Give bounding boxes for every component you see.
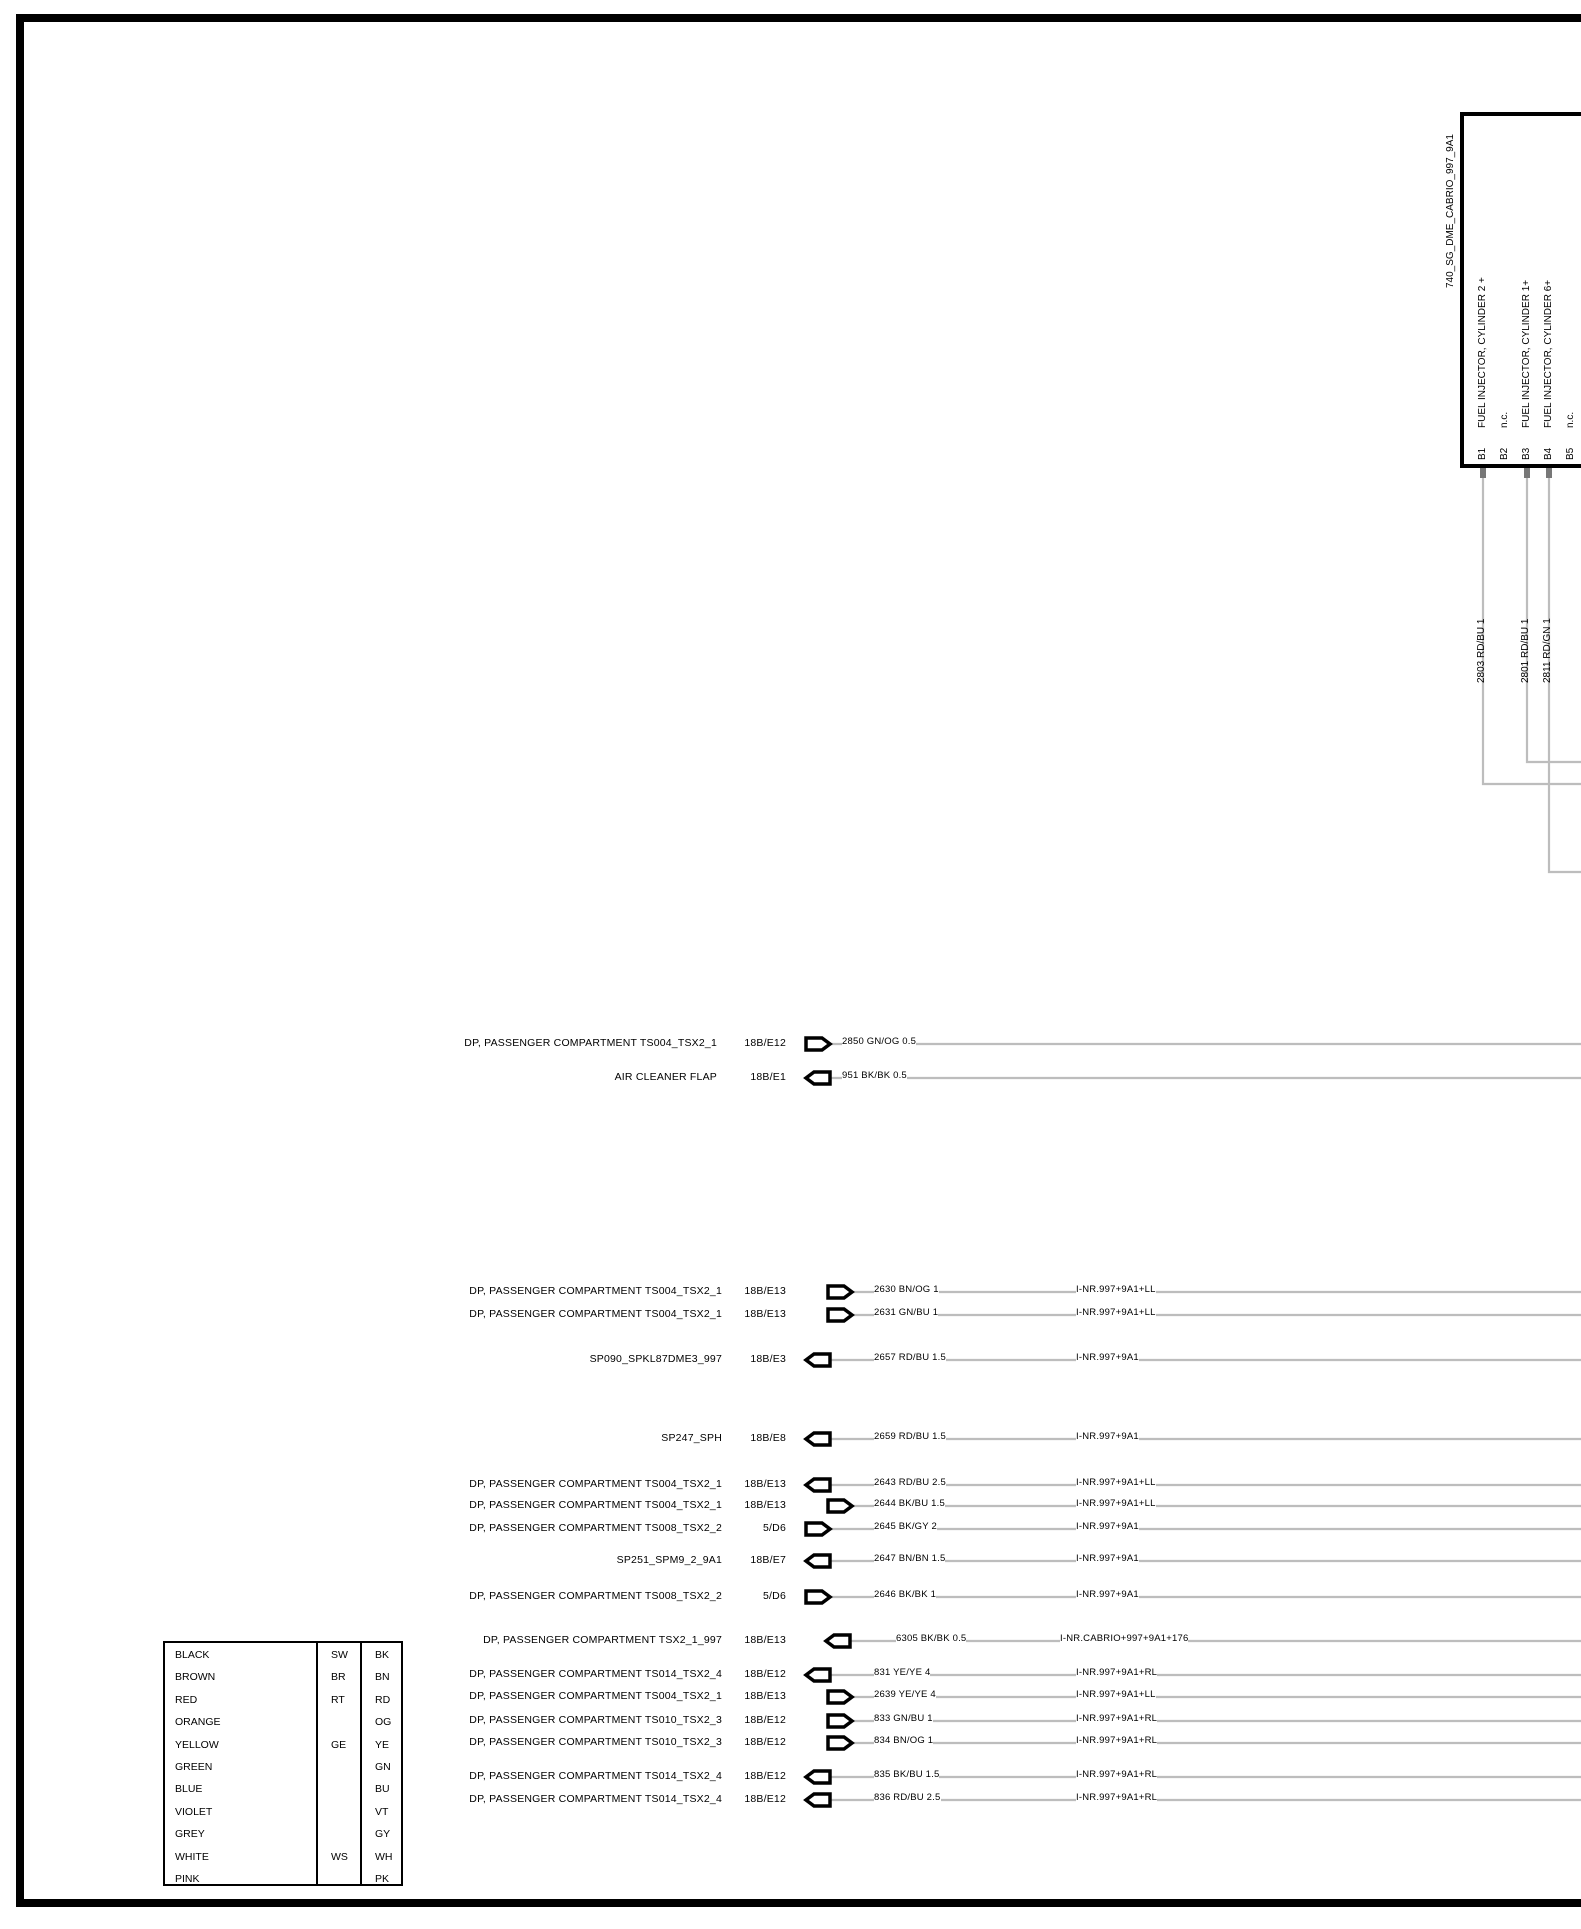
ecu-pin-label: FUEL INJECTOR, CYLINDER 1+ [1521, 279, 1532, 428]
wire-id-label: 2850 GN/OG 0.5 [842, 1036, 917, 1047]
ecu-wire-2811 [1549, 478, 1581, 872]
ecu-pin-label: n.c. [1499, 411, 1510, 428]
option-code-label: I-NR.997+9A1 [1076, 1553, 1139, 1564]
legend-color-name: BROWN [175, 1671, 216, 1684]
destination-label: DP, PASSENGER COMPARTMENT TS014_TSX2_4 [469, 1668, 722, 1680]
legend-english-code: RD [375, 1693, 391, 1706]
connector-arrow-in-icon [806, 1072, 830, 1084]
destination-label: DP, PASSENGER COMPARTMENT TS004_TSX2_1 [464, 1037, 717, 1049]
destination-label: DP, PASSENGER COMPARTMENT TS010_TSX2_3 [469, 1736, 722, 1748]
connector-pin-label: 18B/E1 [750, 1071, 786, 1083]
wire-id-label: 951 BK/BK 0.5 [842, 1070, 907, 1081]
legend-german-code: GE [331, 1738, 347, 1751]
destination-label: DP, PASSENGER COMPARTMENT TS004_TSX2_1 [469, 1285, 722, 1297]
legend-english-code: GY [375, 1828, 391, 1841]
connector-pin-label: 18B/E12 [744, 1714, 786, 1726]
destination-label: DP, PASSENGER COMPARTMENT TS004_TSX2_1 [469, 1690, 722, 1702]
connector-pin-label: 18B/E13 [744, 1690, 786, 1702]
wire-id-label: 2644 BK/BU 1.5 [874, 1498, 945, 1509]
wire-id-label: 2630 BN/OG 1 [874, 1284, 939, 1295]
wire-id-label: 836 RD/BU 2.5 [874, 1792, 941, 1803]
wire-id-label: 2645 BK/GY 2 [874, 1521, 937, 1532]
destination-label: DP, PASSENGER COMPARTMENT TS008_TSX2_2 [469, 1590, 722, 1602]
option-code-label: I-NR.997+9A1 [1076, 1521, 1139, 1532]
wire-id-label: 2647 BN/BN 1.5 [874, 1553, 946, 1564]
ecu-pin-id: B2 [1499, 447, 1510, 460]
legend-english-code: OG [375, 1716, 392, 1729]
option-code-label: I-NR.CABRIO+997+9A1+176 [1060, 1633, 1189, 1644]
ecu-wire-label: 2803 RD/BU 1 [1476, 618, 1487, 683]
option-code-label: I-NR.997+9A1+LL [1076, 1284, 1156, 1295]
ecu-pin-label: n.c. [1565, 411, 1576, 428]
legend-german-code: BR [331, 1671, 346, 1684]
destination-label: SP090_SPKL87DME3_997 [589, 1353, 722, 1365]
legend-color-name: BLACK [175, 1649, 210, 1661]
legend-english-code: BN [375, 1671, 390, 1684]
color-code-legend [163, 1641, 403, 1886]
legend-color-name: GREEN [175, 1761, 213, 1773]
option-code-label: I-NR.997+9A1+RL [1076, 1735, 1158, 1746]
option-code-label: I-NR.997+9A1+RL [1076, 1769, 1158, 1780]
legend-color-name: BLUE [175, 1783, 203, 1796]
legend-color-name: WHITE [175, 1850, 209, 1863]
wire-id-label: 2643 RD/BU 2.5 [874, 1477, 946, 1488]
option-code-label: I-NR.997+9A1 [1076, 1589, 1139, 1600]
ecu-wire-label: 2801 RD/BU 1 [1520, 618, 1531, 683]
destination-label: DP, PASSENGER COMPARTMENT TS010_TSX2_3 [469, 1714, 722, 1726]
connector-pin-label: 18B/E8 [750, 1432, 786, 1444]
destination-label: AIR CLEANER FLAP [614, 1071, 717, 1083]
ecu-wire-label: 2811 RD/GN 1 [1542, 618, 1553, 683]
legend-german-code: SW [331, 1649, 348, 1661]
connector-arrow-in-icon [806, 1433, 830, 1445]
connector-pin-label: 18B/E12 [744, 1668, 786, 1680]
option-code-label: I-NR.997+9A1+LL [1076, 1477, 1156, 1488]
connector-pin-label: 18B/E12 [744, 1793, 786, 1805]
wire-id-label: 6305 BK/BK 0.5 [896, 1633, 967, 1644]
legend-english-code: YE [375, 1738, 390, 1751]
connector-pin-label: 18B/E7 [750, 1554, 786, 1566]
connector-arrow-in-icon [806, 1669, 830, 1681]
option-code-label: I-NR.997+9A1+RL [1076, 1792, 1158, 1803]
destination-label: SP247_SPH [661, 1432, 722, 1444]
legend-english-code: WH [375, 1850, 393, 1863]
wire-id-label: 2646 BK/BK 1 [874, 1589, 937, 1600]
legend-english-code: GN [375, 1761, 391, 1773]
connector-arrow-in-icon [806, 1479, 830, 1491]
ecu-pin-id: B3 [1521, 447, 1532, 460]
legend-color-name: GREY [175, 1828, 205, 1841]
legend-divider [316, 1643, 318, 1884]
legend-english-code: PK [375, 1873, 390, 1885]
connector-pin-label: 5/D6 [763, 1522, 786, 1534]
legend-color-name: VIOLET [175, 1805, 213, 1818]
ecu-pin-id: B1 [1477, 447, 1488, 460]
pin-terminal [1546, 468, 1552, 478]
connector-arrow-out-icon [828, 1286, 852, 1298]
connector-pin-label: 18B/E13 [744, 1308, 786, 1320]
legend-german-code: RT [331, 1693, 345, 1706]
pin-terminal [1524, 468, 1530, 478]
legend-english-code: VT [375, 1805, 389, 1818]
wire-id-label: 2657 RD/BU 1.5 [874, 1352, 946, 1363]
ecu-wire-2803 [1483, 478, 1581, 784]
destination-label: DP, PASSENGER COMPARTMENT TS014_TSX2_4 [469, 1770, 722, 1782]
wire-id-label: 833 GN/BU 1 [874, 1713, 933, 1724]
connector-pin-label: 18B/E13 [744, 1499, 786, 1511]
connector-pin-label: 18B/E3 [750, 1353, 786, 1365]
wire-id-label: 2631 GN/BU 1 [874, 1307, 939, 1318]
connector-pin-label: 18B/E13 [744, 1478, 786, 1490]
connector-arrow-out-icon [828, 1309, 852, 1321]
legend-color-name: ORANGE [175, 1716, 221, 1729]
connector-pin-label: 18B/E12 [744, 1736, 786, 1748]
connector-arrow-in-icon [826, 1635, 850, 1647]
legend-color-name: YELLOW [175, 1738, 219, 1751]
option-code-label: I-NR.997+9A1 [1076, 1352, 1139, 1363]
option-code-label: I-NR.997+9A1+RL [1076, 1667, 1158, 1678]
connector-arrow-in-icon [806, 1555, 830, 1567]
destination-label: SP251_SPM9_2_9A1 [616, 1554, 722, 1566]
wire-id-label: 834 BN/OG 1 [874, 1735, 934, 1746]
destination-label: DP, PASSENGER COMPARTMENT TS004_TSX2_1 [469, 1478, 722, 1490]
ecu-pin-id: B4 [1543, 447, 1554, 460]
connector-arrow-out-icon [806, 1523, 830, 1535]
destination-label: DP, PASSENGER COMPARTMENT TS008_TSX2_2 [469, 1522, 722, 1534]
option-code-label: I-NR.997+9A1+RL [1076, 1713, 1158, 1724]
legend-german-code: WS [331, 1850, 348, 1863]
connector-pin-label: 5/D6 [763, 1590, 786, 1602]
connector-pin-label: 18B/E12 [744, 1037, 786, 1049]
connector-arrow-in-icon [806, 1771, 830, 1783]
connector-arrow-out-icon [806, 1038, 830, 1050]
wire-id-label: 835 BK/BU 1.5 [874, 1769, 940, 1780]
connector-arrow-out-icon [828, 1715, 852, 1727]
option-code-label: I-NR.997+9A1+LL [1076, 1498, 1156, 1509]
destination-label: DP, PASSENGER COMPARTMENT TS014_TSX2_4 [469, 1793, 722, 1805]
destination-label: DP, PASSENGER COMPARTMENT TS004_TSX2_1 [469, 1499, 722, 1511]
connector-arrow-in-icon [806, 1794, 830, 1806]
destination-label: DP, PASSENGER COMPARTMENT TSX2_1_997 [483, 1634, 722, 1646]
ecu-pin-id: B5 [1565, 447, 1576, 460]
legend-english-code: BU [375, 1783, 390, 1796]
wire-id-label: 2639 YE/YE 4 [874, 1689, 936, 1700]
connector-arrow-out-icon [828, 1691, 852, 1703]
connector-pin-label: 18B/E13 [744, 1285, 786, 1297]
legend-color-name: RED [175, 1693, 198, 1706]
option-code-label: I-NR.997+9A1 [1076, 1431, 1139, 1442]
connector-pin-label: 18B/E13 [744, 1634, 786, 1646]
pin-terminal [1480, 468, 1486, 478]
ecu-wire-2801 [1527, 478, 1581, 762]
ecu-pin-label: FUEL INJECTOR, CYLINDER 2 + [1477, 277, 1488, 428]
wire-id-label: 2659 RD/BU 1.5 [874, 1431, 946, 1442]
option-code-label: I-NR.997+9A1+LL [1076, 1307, 1156, 1318]
connector-arrow-out-icon [828, 1500, 852, 1512]
ecu-title: 740_SG_DME_CABRIO_997_9A1 [1445, 134, 1456, 288]
connector-arrow-in-icon [806, 1354, 830, 1366]
legend-divider [360, 1643, 362, 1884]
legend-english-code: BK [375, 1649, 390, 1661]
connector-pin-label: 18B/E12 [744, 1770, 786, 1782]
connector-arrow-out-icon [806, 1591, 830, 1603]
destination-label: DP, PASSENGER COMPARTMENT TS004_TSX2_1 [469, 1308, 722, 1320]
wire-id-label: 831 YE/YE 4 [874, 1667, 931, 1678]
legend-color-name: PINK [175, 1873, 200, 1885]
ecu-pin-label: FUEL INJECTOR, CYLINDER 6+ [1543, 279, 1554, 428]
connector-arrow-out-icon [828, 1737, 852, 1749]
option-code-label: I-NR.997+9A1+LL [1076, 1689, 1156, 1700]
